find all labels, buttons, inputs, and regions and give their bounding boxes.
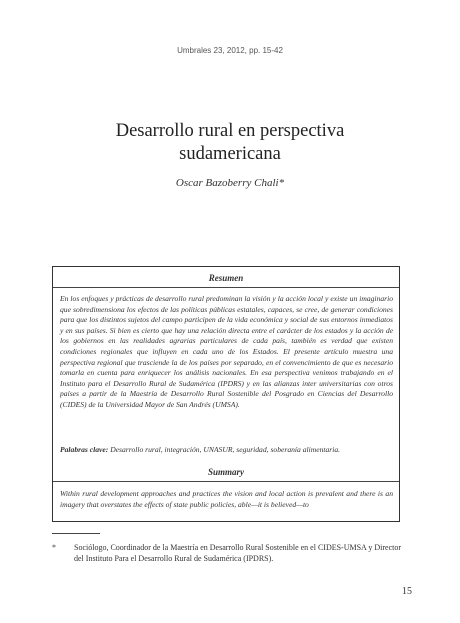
- resumen-text: En los enfoques y prácticas de desarrollo rural predominan la visión y la acción local y existe un imaginario que sobredimensiona los efectos de las políticas públicas estatales, capaces, se cree, de generar condiciones para que los distintos sujetos del campo participen de la vida económica y social de sus entornos inmediatos y en sus países. Si bien es cierto que hay una relación directa entre el carácter de los estados y la acción de los gobiernos en las realidades agrarias particulares de cada país, también es verdad que existen condiciones regionales que influyen en cada uno de los Estados. El presente artículo muestra una perspectiva regional que trasciende la de los países por separado, en el convencimiento de que es necesario tomarla en cuenta para enriquecer los análisis nacionales. En esa perspectiva venimos trabajando en el Instituto para el Desarrollo Rural de Sudamérica (IPDRS) y en las alianzas inter universitarias con otros países a partir de la Maestría de Desarrollo Rural Sostenible del Posgrado en Ciencias del Desarrollo (CIDES) de la Universidad Mayor de San Andrés (UMSA).: [60, 294, 393, 409]
- footnote-text: Sociólogo, Coordinador de la Maestría en Desarrollo Rural Sostenible en el CIDES-UMSA y Director del Instituto Para el Desarrollo Rural de Sudamérica (IPDRS).: [74, 543, 402, 563]
- author: Oscar Bazoberry Chali*: [175, 177, 285, 189]
- title-line-1: Desarrollo rural en perspectiva: [115, 121, 345, 141]
- summary-text: Within rural development approaches and practices the vision and local action is prevalent and there is an imagery that overstates the effects of state public policies, able—it is believed—to: [60, 489, 393, 509]
- summary-rule: [53, 481, 399, 482]
- footnote: [52, 542, 412, 564]
- title-line-2: sudamericana: [179, 144, 281, 164]
- page-number: 15: [402, 586, 412, 597]
- resumen-rule: [53, 287, 399, 288]
- resumen-heading: Resumen: [208, 273, 244, 283]
- abstract-box: [52, 266, 400, 522]
- keywords: [60, 445, 393, 456]
- footnote-mark: *: [52, 543, 56, 552]
- keywords-text: Desarrollo rural, integración, UNASUR, seguridad, soberanía alimentaria.: [110, 445, 341, 454]
- footnote-rule: [52, 533, 100, 534]
- running-head: Umbrales 23, 2012, pp. 15-42: [177, 46, 283, 55]
- summary-heading: Summary: [207, 467, 244, 477]
- keywords-label: Palabras clave:: [60, 445, 109, 454]
- article-title: [40, 120, 420, 166]
